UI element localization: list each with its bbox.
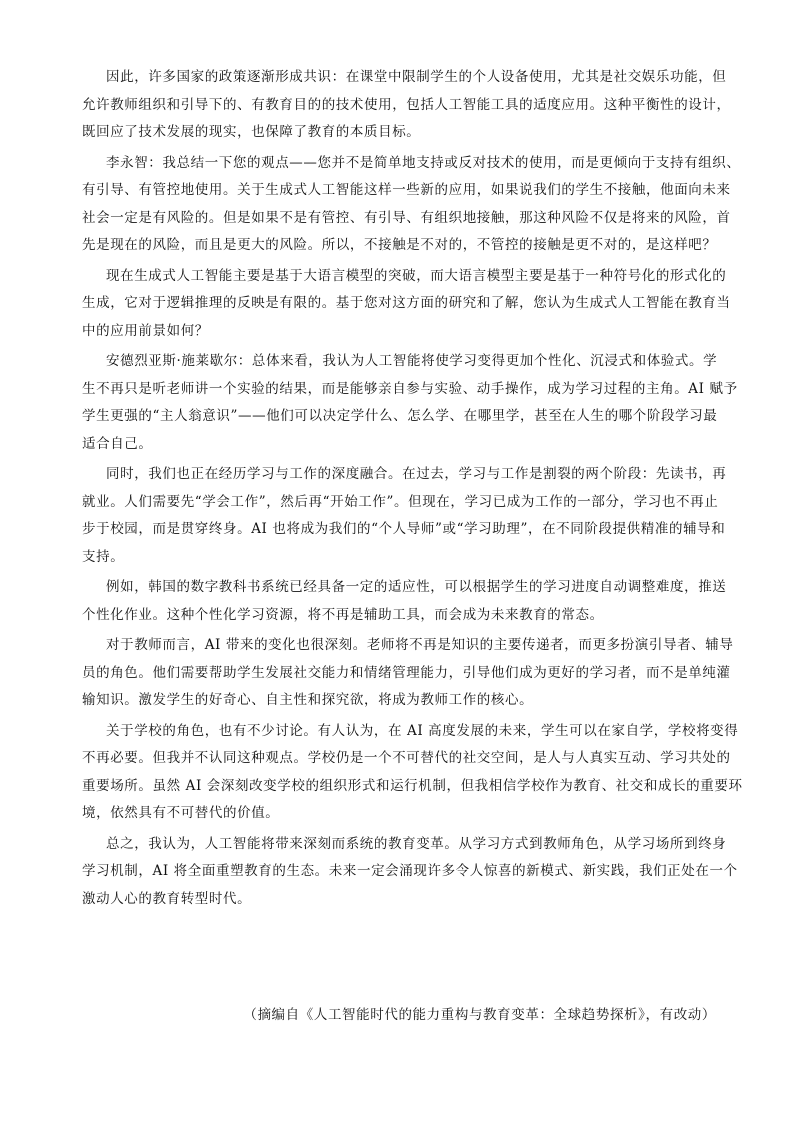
text-line: 适合自己。 xyxy=(82,435,153,452)
text-line: 因此，许多国家的政策逐渐形成共识：在课堂中限制学生的个人设备使用，尤其是社交娱乐功能，但 xyxy=(106,69,727,85)
text-line: 对于教师而言，AI 带来的变化也很深刻。老师将不再是知识的主要传递者，而更多扮演引导者、辅导 xyxy=(106,637,734,653)
text-line: 激动人心的教育转型时代。 xyxy=(82,890,252,907)
text-line: 就业。人们需要先“学会工作”，然后再“开始工作”。但现在，学习已成为工作的一部分，学习也不再止 xyxy=(82,493,719,510)
source-citation: （摘编自《人工智能时代的能力重构与教育变革：全球趋势探析》，有改动） xyxy=(243,1007,716,1023)
text-line: 有引导、有管控地使用。关于生成式人工智能这样一些新的应用，如果说我们的学生不接触，他面向未来 xyxy=(82,182,731,198)
text-line: 李永智：我总结一下您的观点——您并不是简单地支持或反对技术的使用，而是更倾向于支持有组织、 xyxy=(106,154,741,171)
paragraph xyxy=(82,461,727,571)
text-line: 同时，我们也正在经历学习与工作的深度融合。在过去，学习与工作是割裂的两个阶段：先读书，再 xyxy=(106,466,727,482)
text-line: 中的应用前景如何？ xyxy=(82,322,209,339)
text-line: 支持。 xyxy=(82,548,125,565)
text-line: 例如，韩国的数字教科书系统已经具备一定的适应性，可以根据学生的学习进度自动调整难度，推送 xyxy=(106,579,727,595)
text-line: 总之，我认为，人工智能将带来深刻而系统的教育变革。从学习方式到教师角色，从学习场所到终身 xyxy=(106,835,727,852)
paragraph xyxy=(82,718,743,828)
text-line: 输知识。激发学生的好奇心、自主性和探究欲，将成为教师工作的核心。 xyxy=(82,692,534,708)
paragraph xyxy=(82,632,734,715)
text-line: 个性化作业。这种个性化学习资源，将不再是辅助工具，而会成为未来教育的常态。 xyxy=(82,606,604,623)
paragraph xyxy=(82,574,727,629)
text-line: 生不再只是听老师讲一个实验的结果，而是能够亲自参与实验、动手操作，成为学习过程的主角。AI 赋予 xyxy=(82,380,738,397)
text-line: 员的角色。他们需要帮助学生发展社交能力和情绪管理能力，引导他们成为更好的学习者，而不是单纯灌 xyxy=(82,664,731,681)
paragraph xyxy=(82,348,738,458)
text-line: 关于学校的角色，也有不少讨论。有人认为，在 AI 高度发展的未来，学生可以在家自学，学校将变得 xyxy=(106,722,739,739)
text-line: 生成，它对于逻辑推理的反映是有限的。基于您对这方面的研究和了解，您认为生成式人工智能在教育当 xyxy=(82,295,731,311)
paragraph xyxy=(82,831,738,914)
text-line: 允许教师组织和引导下的、有教育目的的技术使用，包括人工智能工具的适度应用。这种平衡性的设计， xyxy=(82,96,731,113)
paragraph xyxy=(82,64,731,147)
paragraph xyxy=(82,263,731,346)
article-body xyxy=(82,64,743,916)
text-line: 社会一定是有风险的。但是如果不是有管控、有引导、有组织地接触，那这种风险不仅是将来的风险，首 xyxy=(82,209,731,226)
text-line: 现在生成式人工智能主要是基于大语言模型的突破，而大语言模型主要是基于一种符号化的形式化的 xyxy=(106,267,727,284)
text-line: 安德烈亚斯·施莱歇尔：总体来看，我认为人工智能将使学习变得更加个性化、沉浸式和体验式。学 xyxy=(106,353,718,369)
text-line: 重要场所。虽然 AI 会深刻改变学校的组织形式和运行机制，但我相信学校作为教育、社交和成长的重要环 xyxy=(82,777,743,794)
text-line: 不再必要。但我并不认同这种观点。学校仍是一个不可替代的社交空间，是人与人真实互动、学习共处的 xyxy=(82,750,731,766)
text-line: 步于校园，而是贯穿终身。AI 也将成为我们的“个人导师”或“学习助理”，在不同阶段提供精准的辅导和 xyxy=(82,521,726,537)
text-line: 学习机制，AI 将全面重塑教育的生态。未来一定会涌现许多令人惊喜的新模式、新实践，我们正处在一个 xyxy=(82,863,738,879)
text-line: 境，依然具有不可替代的价值。 xyxy=(82,805,280,821)
text-line: 学生更强的“主人翁意识”——他们可以决定学什么、怎么学、在哪里学，甚至在人生的哪个阶段学习最 xyxy=(82,408,718,424)
paragraph xyxy=(82,150,741,260)
text-line: 先是现在的风险，而且是更大的风险。所以，不接触是不对的，不管控的接触是更不对的，是这样吧？ xyxy=(82,237,717,253)
text-line: 既回应了技术发展的现实，也保障了教育的本质目标。 xyxy=(82,124,421,140)
